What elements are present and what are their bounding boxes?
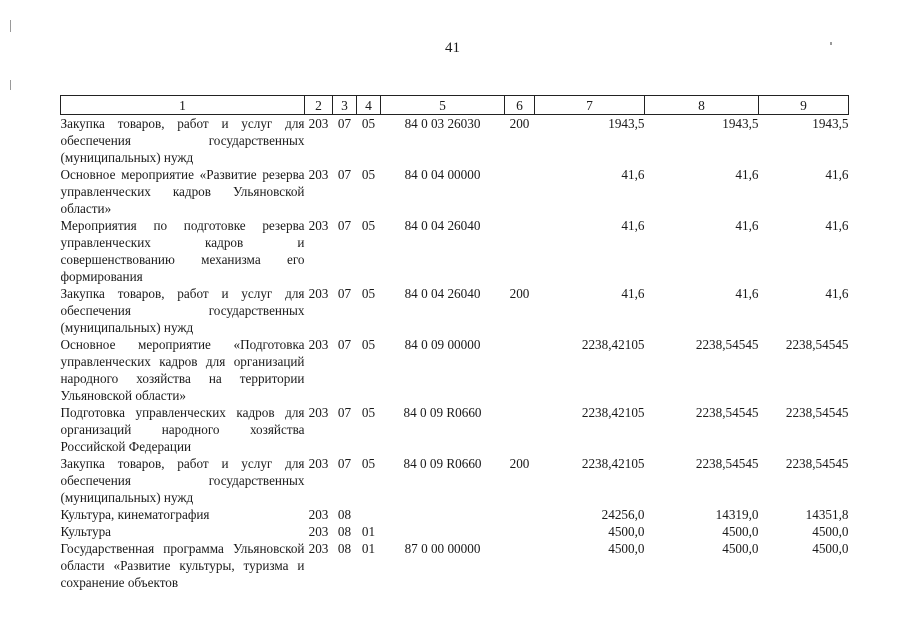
cell-5: 84 0 03 26030 [404, 116, 481, 131]
cell-4: 05 [361, 405, 376, 420]
cell-7: 2238,42105 [581, 456, 645, 471]
row-name: Государственная программа Ульяновской области «Развитие культуры, туризма и сохранение объектов [60, 541, 305, 590]
cell-8: 2238,54545 [695, 456, 759, 471]
cell-4 [357, 506, 381, 523]
cell-8: 4500,0 [722, 524, 759, 539]
budget-table [60, 95, 849, 591]
cell-9: 41,6 [825, 167, 849, 182]
cell-8: 2238,54545 [695, 405, 759, 420]
table-row [61, 523, 849, 540]
cell-3: 07 [337, 218, 352, 233]
cell-9: 14351,8 [805, 507, 849, 522]
cell-8: 41,6 [735, 167, 759, 182]
table-row [61, 336, 849, 404]
cell-6 [505, 166, 535, 217]
cell-8: 41,6 [735, 218, 759, 233]
table-row [61, 540, 849, 591]
cell-7: 41,6 [621, 167, 645, 182]
cell-7: 2238,42105 [581, 405, 645, 420]
cell-2: 203 [308, 507, 329, 522]
row-name: Закупка товаров, работ и услуг для обеспечения государственных (муниципальных) нужд [60, 456, 305, 505]
cell-4: 05 [361, 286, 376, 301]
cell-4: 01 [361, 541, 376, 556]
scan-mark [10, 20, 11, 32]
cell-2: 203 [308, 405, 329, 420]
cell-2: 203 [308, 116, 329, 131]
cell-7: 41,6 [621, 218, 645, 233]
cell-5: 87 0 00 00000 [404, 541, 481, 556]
cell-3: 07 [337, 456, 352, 471]
cell-2: 203 [308, 337, 329, 352]
cell-6: 200 [509, 456, 530, 471]
cell-4: 05 [361, 337, 376, 352]
cell-3: 07 [337, 167, 352, 182]
cell-3: 08 [337, 507, 352, 522]
cell-5 [381, 506, 505, 523]
cell-6 [505, 404, 535, 455]
cell-2: 203 [308, 286, 329, 301]
cell-9: 2238,54545 [785, 337, 849, 352]
row-name: Культура [60, 524, 112, 539]
cell-6: 200 [509, 116, 530, 131]
column-header: 1 [61, 96, 305, 115]
column-header: 4 [357, 96, 381, 115]
column-header: 9 [759, 96, 849, 115]
scan-mark [830, 42, 832, 45]
row-name: Закупка товаров, работ и услуг для обеспечения государственных (муниципальных) нужд [60, 286, 305, 335]
cell-5: 84 0 09 00000 [404, 337, 481, 352]
row-name: Подготовка управленческих кадров для организаций народного хозяйства Российской Федерации [60, 405, 305, 454]
table-row [61, 217, 849, 285]
cell-6: 200 [509, 286, 530, 301]
cell-9: 1943,5 [812, 116, 849, 131]
cell-9: 41,6 [825, 286, 849, 301]
cell-3: 08 [337, 541, 352, 556]
row-name: Мероприятия по подготовке резерва управленческих кадров и совершенствованию механизма его формирования [60, 218, 305, 284]
cell-8: 2238,54545 [695, 337, 759, 352]
header-row [61, 96, 849, 115]
table-row [61, 404, 849, 455]
cell-6 [505, 523, 535, 540]
cell-7: 1943,5 [608, 116, 645, 131]
column-header: 8 [645, 96, 759, 115]
cell-2: 203 [308, 218, 329, 233]
cell-4: 05 [361, 116, 376, 131]
cell-7: 2238,42105 [581, 337, 645, 352]
cell-5: 84 0 09 R0660 [403, 405, 482, 420]
cell-6 [505, 540, 535, 591]
cell-3: 08 [337, 524, 352, 539]
cell-6 [505, 336, 535, 404]
cell-9: 4500,0 [812, 524, 849, 539]
cell-5: 84 0 04 26040 [404, 286, 481, 301]
cell-8: 4500,0 [722, 541, 759, 556]
table-row [61, 115, 849, 167]
cell-3: 07 [337, 405, 352, 420]
row-name: Основное мероприятие «Подготовка управленческих кадров для организаций народного хозяйства на территории Ульяновской области» [60, 337, 305, 403]
cell-5: 84 0 09 R0660 [403, 456, 482, 471]
cell-4: 05 [361, 456, 376, 471]
table-row [61, 506, 849, 523]
cell-5: 84 0 04 00000 [404, 167, 481, 182]
table-row [61, 285, 849, 336]
cell-7: 41,6 [621, 286, 645, 301]
scan-mark [10, 80, 11, 90]
cell-8: 14319,0 [715, 507, 759, 522]
cell-9: 41,6 [825, 218, 849, 233]
column-header: 2 [305, 96, 333, 115]
cell-8: 41,6 [735, 286, 759, 301]
column-header: 5 [381, 96, 505, 115]
cell-6 [505, 217, 535, 285]
cell-5 [381, 523, 505, 540]
page-number: 41 [445, 40, 460, 56]
cell-6 [505, 506, 535, 523]
column-header: 6 [505, 96, 535, 115]
table-row [61, 455, 849, 506]
cell-4: 05 [361, 167, 376, 182]
cell-3: 07 [337, 116, 352, 131]
cell-9: 2238,54545 [785, 405, 849, 420]
cell-8: 1943,5 [722, 116, 759, 131]
cell-7: 4500,0 [608, 524, 645, 539]
cell-3: 07 [337, 286, 352, 301]
cell-2: 203 [308, 167, 329, 182]
cell-7: 4500,0 [608, 541, 645, 556]
cell-5: 84 0 04 26040 [404, 218, 481, 233]
cell-9: 4500,0 [812, 541, 849, 556]
column-header: 7 [535, 96, 645, 115]
table-row [61, 166, 849, 217]
cell-4: 01 [361, 524, 376, 539]
cell-2: 203 [308, 541, 329, 556]
cell-3: 07 [337, 337, 352, 352]
cell-4: 05 [361, 218, 376, 233]
cell-2: 203 [308, 456, 329, 471]
row-name: Основное мероприятие «Развитие резерва управленческих кадров Ульяновской области» [60, 167, 305, 216]
cell-2: 203 [308, 524, 329, 539]
cell-9: 2238,54545 [785, 456, 849, 471]
row-name: Закупка товаров, работ и услуг для обеспечения государственных (муниципальных) нужд [60, 116, 305, 165]
cell-7: 24256,0 [601, 507, 645, 522]
column-header: 3 [333, 96, 357, 115]
row-name: Культура, кинематография [60, 507, 210, 522]
